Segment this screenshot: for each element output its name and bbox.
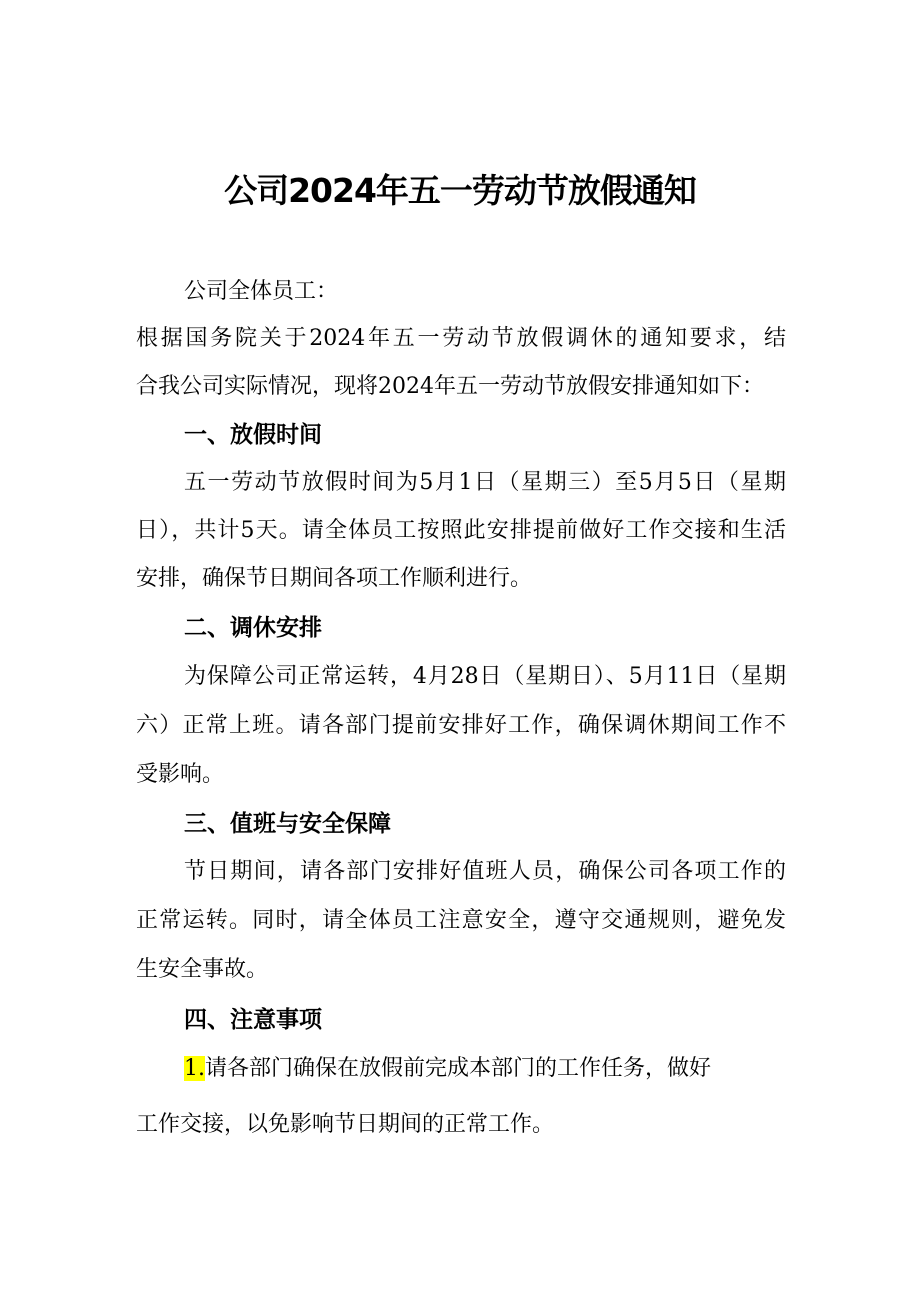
section-4-line-1 [184,1052,711,1086]
section-heading-2: 二、调休安排 [184,615,322,641]
section-4-line-2: 工作交接，以免影响节日期间的正常工作。 [136,1112,555,1137]
intro-line-1: 根据国务院关于2024年五一劳动节放假调休的通知要求，结 [136,326,786,351]
section-2-line-2: 六）正常上班。请各部门提前安排好工作，确保调休期间工作不 [136,713,786,738]
section-3-line-1: 节日期间，请各部门安排好值班人员，确保公司各项工作的 [184,859,786,884]
document-title: 公司2024年五一劳动节放假通知 [224,171,696,210]
section-heading-1: 一、放假时间 [184,422,322,448]
section-1-line-3: 安排，确保节日期间各项工作顺利进行。 [136,566,533,591]
section-1-line-2: 日），共计5天。请全体员工按照此安排提前做好工作交接和生活 [136,518,786,543]
intro-line-2: 合我公司实际情况，现将2024年五一劳动节放假安排通知如下： [136,374,764,399]
section-1-line-1: 五一劳动节放假时间为5月1日（星期三）至5月5日（星期 [184,470,786,495]
section-heading-3: 三、值班与安全保障 [184,811,391,837]
section-2-line-1: 为保障公司正常运转，4月28日（星期日）、5月11日（星期 [184,664,786,689]
salutation: 公司全体员工： [184,279,339,304]
section-3-line-3: 生安全事故。 [136,957,269,982]
list-number-highlight: 1. [184,1056,205,1081]
section-2-line-3: 受影响。 [136,762,225,787]
section-heading-4: 四、注意事项 [184,1007,322,1033]
section-3-line-2: 正常运转。同时，请全体员工注意安全，遵守交通规则，避免发 [136,908,786,933]
section-4-line-1-text: 请各部门确保在放假前完成本部门的工作任务，做好 [205,1056,712,1081]
